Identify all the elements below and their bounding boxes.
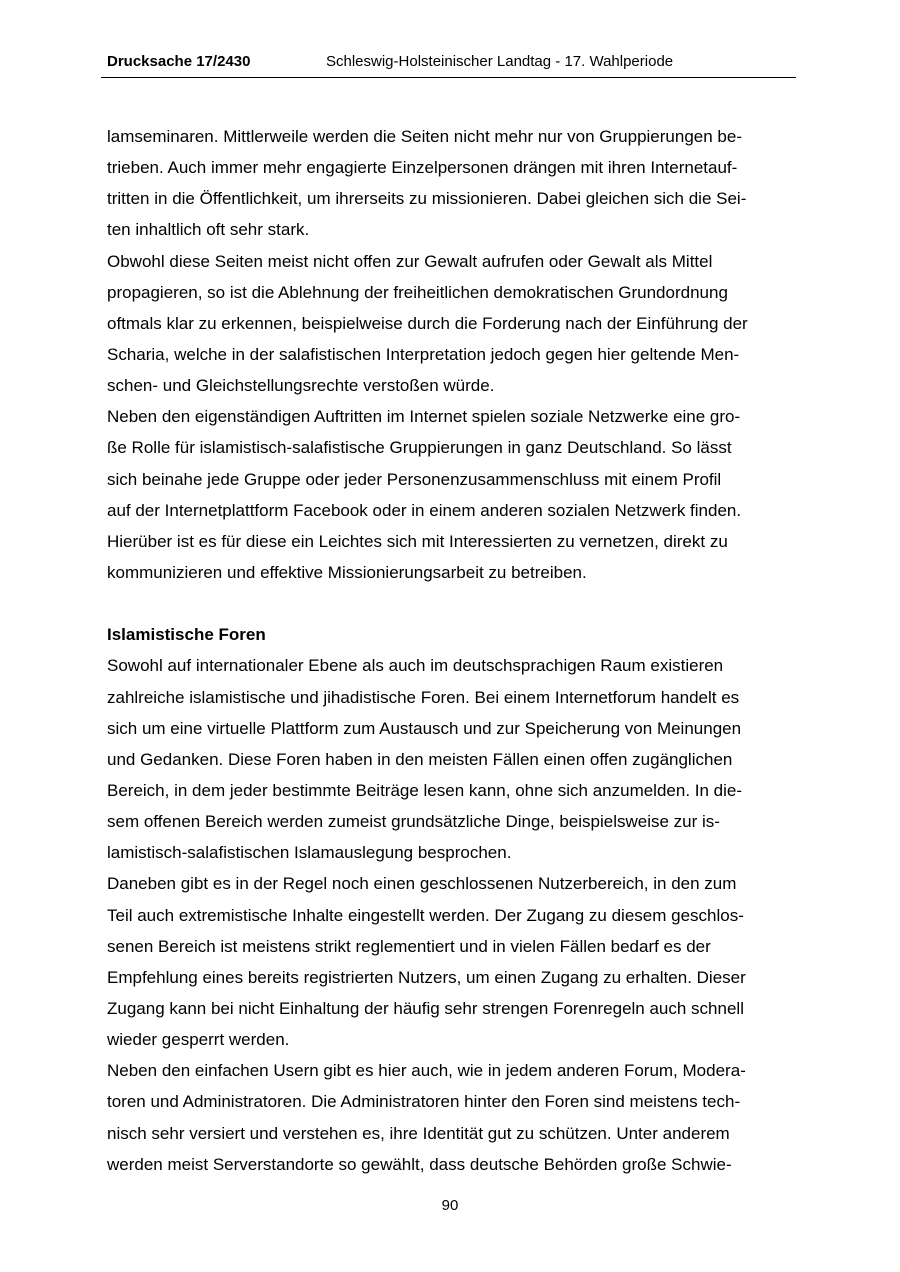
paragraph	[107, 868, 797, 1055]
paragraph	[107, 1055, 797, 1180]
text-line: Empfehlung eines bereits registrierten Nutzers, um einen Zugang zu erhalten. Dieser	[107, 967, 746, 987]
section-heading: Islamistische Foren	[107, 625, 266, 645]
text-line: sem offenen Bereich werden zumeist grundsätzliche Dinge, beispielsweise zur is-	[107, 812, 720, 832]
paragraph-spacer	[107, 588, 797, 619]
text-line: sich um eine virtuelle Plattform zum Austausch und zur Speicherung von Meinungen	[107, 718, 742, 738]
text-line: propagieren, so ist die Ablehnung der freiheitlichen demokratischen Grundordnung	[107, 282, 728, 302]
text-line: wieder gesperrt werden.	[107, 1030, 290, 1050]
text-line: zahlreiche islamistische und jihadistische Foren. Bei einem Internetforum handelt es	[107, 687, 740, 707]
text-line: Scharia, welche in der salafistischen Interpretation jedoch gegen hier geltende Men-	[107, 344, 740, 364]
page-header	[101, 50, 796, 78]
text-line: senen Bereich ist meistens strikt reglementiert und in vielen Fällen bedarf es der	[107, 936, 711, 956]
paragraph	[107, 246, 797, 402]
text-line: Sowohl auf internationaler Ebene als auch im deutschsprachigen Raum existieren	[107, 656, 724, 676]
text-line: lamistisch-salafistischen Islamauslegung besprochen.	[107, 843, 512, 863]
text-line: Bereich, in dem jeder bestimmte Beiträge lesen kann, ohne sich anzumelden. In die-	[107, 780, 743, 800]
text-line: werden meist Serverstandorte so gewählt, dass deutsche Behörden große Schwie-	[107, 1154, 732, 1174]
text-line: kommunizieren und effektive Missionierungsarbeit zu betreiben.	[107, 562, 587, 582]
paragraph	[107, 121, 797, 246]
text-line: tritten in die Öffentlichkeit, um ihrerseits zu missionieren. Dabei gleichen sich die Sei-	[107, 189, 747, 209]
paragraph	[107, 401, 797, 588]
text-line: Teil auch extremistische Inhalte eingestellt werden. Der Zugang zu diesem geschlos-	[107, 905, 744, 925]
text-line: toren und Administratoren. Die Administratoren hinter den Foren sind meistens tech-	[107, 1092, 741, 1112]
header-title: Schleswig-Holsteinischer Landtag - 17. Wahlperiode	[326, 53, 674, 70]
text-line: oftmals klar zu erkennen, beispielweise durch die Forderung nach der Einführung der	[107, 313, 748, 333]
text-line: auf der Internetplattform Facebook oder in einem anderen sozialen Netzwerk finden.	[107, 500, 742, 520]
text-line: schen- und Gleichstellungsrechte verstoßen würde.	[107, 376, 495, 396]
text-line: trieben. Auch immer mehr engagierte Einzelpersonen drängen mit ihren Internetauf-	[107, 158, 738, 178]
text-line: Hierüber ist es für diese ein Leichtes sich mit Interessierten zu vernetzen, direkt zu	[107, 531, 728, 551]
text-line: Neben den einfachen Usern gibt es hier auch, wie in jedem anderen Forum, Modera-	[107, 1061, 746, 1081]
text-line: ten inhaltlich oft sehr stark.	[107, 220, 310, 240]
text-line: nisch sehr versiert und verstehen es, ihre Identität gut zu schützen. Unter anderem	[107, 1123, 730, 1143]
text-line: Neben den eigenständigen Auftritten im Internet spielen soziale Netzwerke eine gro-	[107, 407, 741, 427]
text-line: lamseminaren. Mittlerweile werden die Seiten nicht mehr nur von Gruppierungen be-	[107, 127, 742, 146]
text-line: Zugang kann bei nicht Einhaltung der häufig sehr strengen Forenregeln auch schnell	[107, 998, 744, 1018]
text-line: ße Rolle für islamistisch-salafistische Gruppierungen in ganz Deutschland. So lässt	[107, 438, 732, 458]
paragraph	[107, 650, 797, 868]
text-line: Obwohl diese Seiten meist nicht offen zur Gewalt aufrufen oder Gewalt als Mittel	[107, 251, 713, 271]
text-line: Daneben gibt es in der Regel noch einen geschlossenen Nutzerbereich, in den zum	[107, 874, 737, 894]
text-line: sich beinahe jede Gruppe oder jeder Personenzusammenschluss mit einem Profil	[107, 469, 722, 489]
document-body	[107, 121, 797, 1180]
document-number: Drucksache 17/2430	[107, 53, 251, 70]
page-number: 90	[441, 1197, 459, 1214]
text-line: und Gedanken. Diese Foren haben in den meisten Fällen einen offen zugänglichen	[107, 749, 733, 769]
